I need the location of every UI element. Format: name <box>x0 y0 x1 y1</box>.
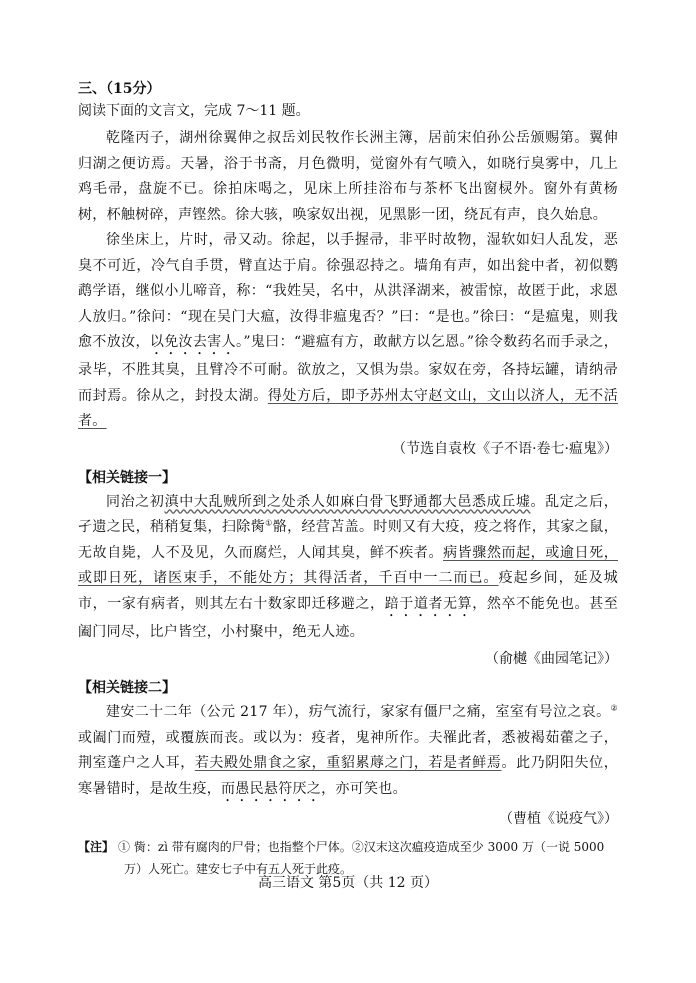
dotted-emphasis-text: 而愚民悬符厌之 <box>221 780 322 797</box>
text-span: 骼，经营苫盖。时则又有大疫，疫之将作，其家之鼠，无故自毙，人不及见，久而腐烂，人闻其臭，鲜不疾者。 <box>78 519 619 561</box>
text-span: 或阖门而殪，或覆族而丧。或以为：疫者，鬼神所作。夫罹此者，悉被褐茹藿之子，荆室蓬户之人耳， <box>78 729 618 771</box>
text-span: 。此乃阴阳失位，寒暑错时，是故生疫， <box>78 755 618 797</box>
text-span: ，然卒不能免也。甚至阖门同尽，比户皆空，小村聚中，绝无人迹。 <box>78 595 618 640</box>
text-span: 建安二十二年（公元 217 年），疠气流行，家家有僵尸之痛，室室有号泣之哀。 <box>106 704 611 720</box>
text-span: 徐坐床上，片时，帚又动。徐起，以手握帚，非平时故物，湿软如妇人乱发，恶臭不可近，冷气自手贯，臂直达于肩。徐强忍持之。墙角有声，如出瓮中者，初似鹦鹉学语，继似小儿啼音，称：“我姓吴，名中，从洪泽湖来，被雷惊，故匿于此，求恩人放归。”徐问：“现在吴门大瘟，汝得非瘟鬼否？”曰：“是也。”徐曰：“是瘟鬼，则我愈不放汝， <box>78 232 618 350</box>
note-text: ① 胔：zì 带有腐肉的尸骨；也指整个尸体。②汉末这次瘟疫造成至少 3000 万（一说 5000 万）人死亡。建安七子中有五人死于此疫。 <box>118 839 605 876</box>
section-heading: 三、（15分） <box>78 81 161 97</box>
section-instruction: 阅读下面的文言文，完成 7～11 题。 <box>78 103 310 119</box>
footnote-marker: ① <box>265 518 273 528</box>
text-span: 。”鬼曰：“避瘟有方，敢献方以乞恩。”徐令数药名而手录之，录毕，不胜其臭，且臂冷不可耐。欲放之，又惧为祟。家奴在旁，各持坛罐，请纳帚而封焉。徐从之，封投太湖。 <box>78 334 618 404</box>
main-text-paragraph-1: 乾隆丙子，湖州徐翼伸之叔岳刘民牧作长洲主簿，居前宋伯孙公岳颁赐第。翼伸归湖之便访焉。天暑，浴于书斋，月色微明，觉窗外有气喷入，如晓行臭雾中，几上鸡毛帚，盘旋不已。徐拍床喝之，见床上所挂浴布与茶杯飞出窗棂外。窗外有黄杨树，杯触树碎，声铿然。徐大骇，唤家奴出视，见黑影一团，绕瓦有声，良久始息。 <box>78 130 618 223</box>
underlined-sentence: 若夫殿处鼎食之家，重貂累蓐之门，若是者鲜焉 <box>194 755 502 771</box>
related-link-2-paragraph <box>78 700 618 805</box>
page-footer: 高三语文 第5页（共 12 页） <box>257 875 439 891</box>
text-span: 同治之初 <box>106 493 165 510</box>
footnote-marker: ② <box>610 703 618 713</box>
note-label: 【注】 <box>78 839 115 854</box>
text-span: 疫起乡间，延及城市，一家有病者，则其左右十数家即迁移避之， <box>78 570 618 612</box>
related-link-1-title: 【相关链接一】 <box>78 469 176 486</box>
text-span: 。乱定之后，孑遗之民，稍稍复集，扫除胔 <box>78 493 619 535</box>
text-span: ，亦可笑也。 <box>321 780 407 797</box>
dotted-emphasis-text: 踣于道者无算 <box>384 595 473 612</box>
main-text-paragraph-2 <box>78 228 618 435</box>
related-link-1-paragraph <box>78 490 618 646</box>
underlined-sentence: 得处方后，即予苏州太守赵文山，文山以济人，无不活者。 <box>78 387 619 429</box>
main-text-source: （节选自袁枚《子不语·卷七·瘟鬼》） <box>392 440 618 457</box>
underlined-sentence: 病皆骤然而起，或逾日死，或即日死，诸医束手，不能处方；其得活者，千百中一二而已。 <box>78 544 618 586</box>
related-link-2-source: （曹植《说疫气》） <box>499 810 618 827</box>
dotted-emphasis-text: 以免汝去害人 <box>149 334 237 350</box>
document-page <box>78 78 618 880</box>
wavy-underlined-text: 滇中大乱贼所到之处杀人如麻白骨飞野通都大邑悉成丘墟 <box>164 493 531 510</box>
related-link-1-source: （俞樾《曲园笔记》） <box>485 651 618 667</box>
related-link-2-title: 【相关链接二】 <box>78 680 176 696</box>
